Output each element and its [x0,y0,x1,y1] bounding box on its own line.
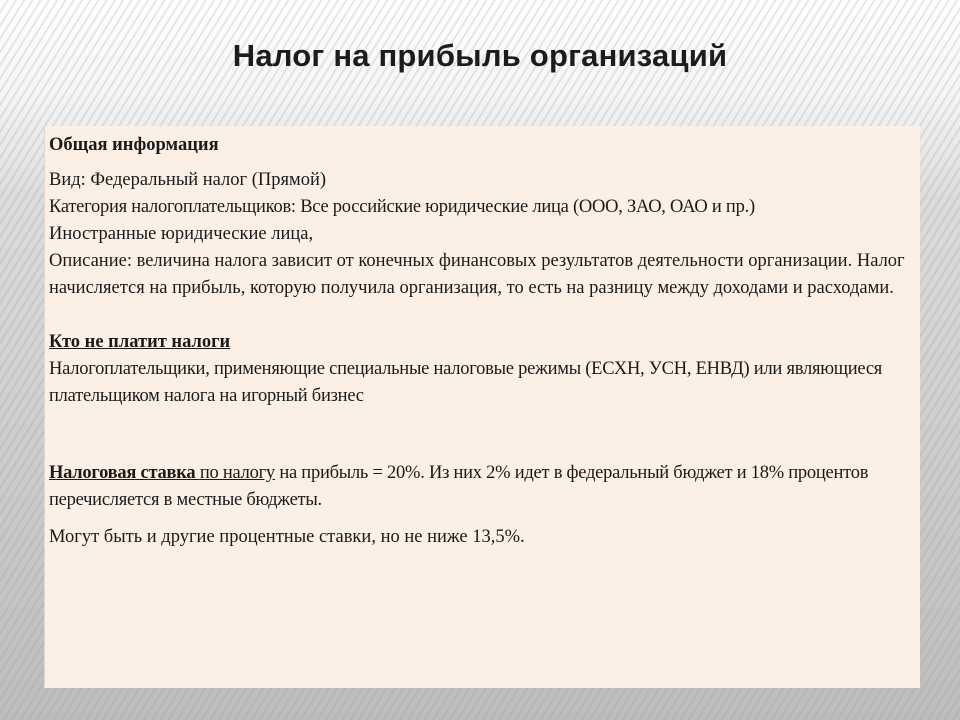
exempt-heading: Кто не платит налоги [49,332,231,352]
other-rates-line: Могут быть и другие процентные ставки, но не ниже 13,5%. [49,527,525,547]
tax-description: Описание: величина налога зависит от конечных финансовых результатов деятельности организации. Налог начисляется на прибыль, которую получила организация, то есть на разницу между доходами и расходами. [49,251,905,298]
tax-rate-heading: Налоговая ставка [49,463,200,483]
content-panel [44,126,920,688]
general-info-heading: Общая информация [49,135,219,155]
tax-type-line: Вид: Федеральный налог (Прямой) [49,170,327,190]
foreign-entities-line: Иностранные юридические лица, [49,224,314,244]
slide-title: Налог на прибыль организаций [232,38,728,73]
tax-rate-text: по налогу на прибыль = 20%. Из них 2% идет в федеральный бюджет и 18% процентов перечисляется в местные бюджеты. [49,463,869,510]
exempt-text: Налогоплательщики, применяющие специальные налоговые режимы (ЕСХН, УСН, ЕНВД) или являющиеся плательщиком налога на игорный бизнес [49,359,883,406]
taxpayer-category-line: Категория налогоплательщиков: Все российские юридические лица (ООО, ЗАО, ОАО и пр.) [49,197,755,217]
tax-rate-paragraph [49,460,920,514]
